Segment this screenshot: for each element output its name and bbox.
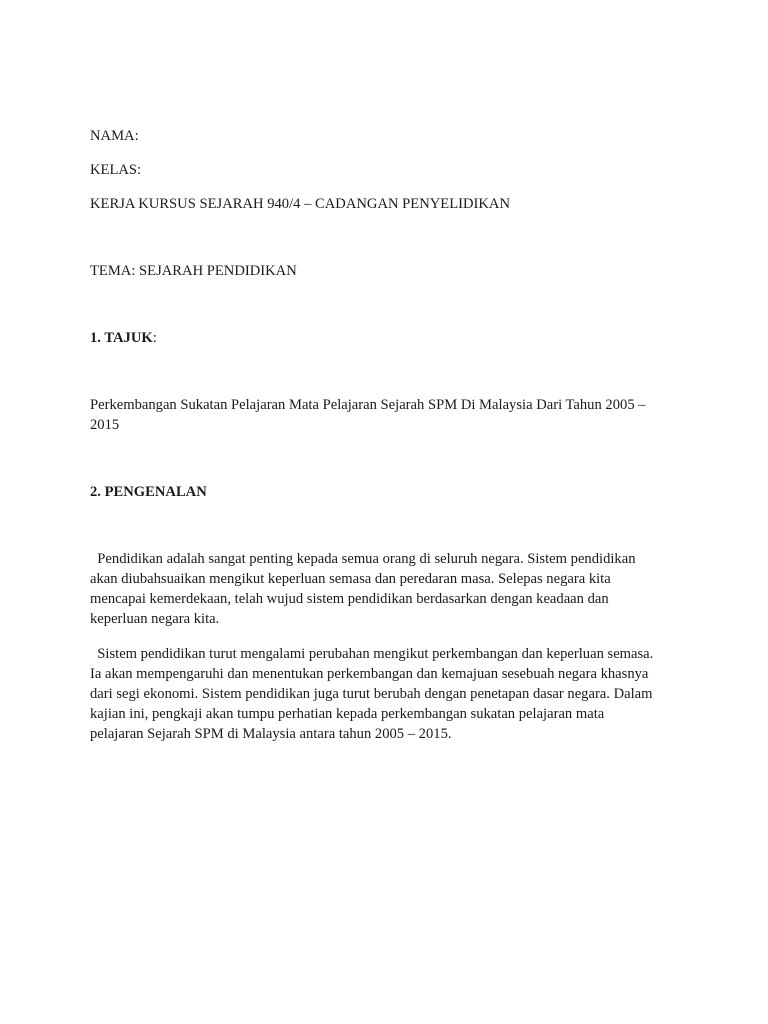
- paragraph-line: akan diubahsuaikan mengikut keperluan semasa dan peredaran masa. Selepas negara kita: [90, 571, 611, 587]
- section1-title-line: 2015: [90, 417, 120, 433]
- paragraph-line: mencapai kemerdekaan, telah wujud sistem pendidikan berdasarkan dengan keadaan dan: [90, 591, 609, 607]
- kelas-label: KELAS:: [90, 162, 142, 178]
- course-title: KERJA KURSUS SEJARAH 940/4 – CADANGAN PENYELIDIKAN: [90, 196, 510, 212]
- paragraph-line: Pendidikan adalah sangat penting kepada semua orang di seluruh negara. Sistem pendidikan: [90, 551, 636, 567]
- section1-heading-suffix: :: [152, 330, 157, 346]
- paragraph-line: Sistem pendidikan turut mengalami perubahan mengikut perkembangan dan keperluan semasa.: [90, 646, 654, 662]
- section2-paragraph-2: [90, 644, 690, 744]
- section1-heading-line: [90, 328, 157, 348]
- section1-title: [90, 395, 690, 435]
- paragraph-line: Ia akan mempengaruhi dan menentukan perkembangan dan kemajuan sesebuah negara khasnya: [90, 666, 649, 682]
- section2-heading: 2. PENGENALAN: [90, 484, 207, 500]
- section1-title-line: Perkembangan Sukatan Pelajaran Mata Pelajaran Sejarah SPM Di Malaysia Dari Tahun 2005 –: [90, 397, 646, 413]
- paragraph-line: kajian ini, pengkaji akan tumpu perhatian kepada perkembangan sukatan pelajaran mata: [90, 706, 605, 722]
- section2-paragraph-1: [90, 549, 690, 629]
- section1-heading: 1. TAJUK: [90, 330, 153, 346]
- paragraph-line: pelajaran Sejarah SPM di Malaysia antara tahun 2005 – 2015.: [90, 726, 452, 742]
- paragraph-line: dari segi ekonomi. Sistem pendidikan juga turut berubah dengan penetapan dasar negara. Dalam: [90, 686, 653, 702]
- tema-line: TEMA: SEJARAH PENDIDIKAN: [90, 263, 297, 279]
- nama-label: NAMA:: [90, 128, 139, 144]
- paragraph-line: keperluan negara kita.: [90, 611, 220, 627]
